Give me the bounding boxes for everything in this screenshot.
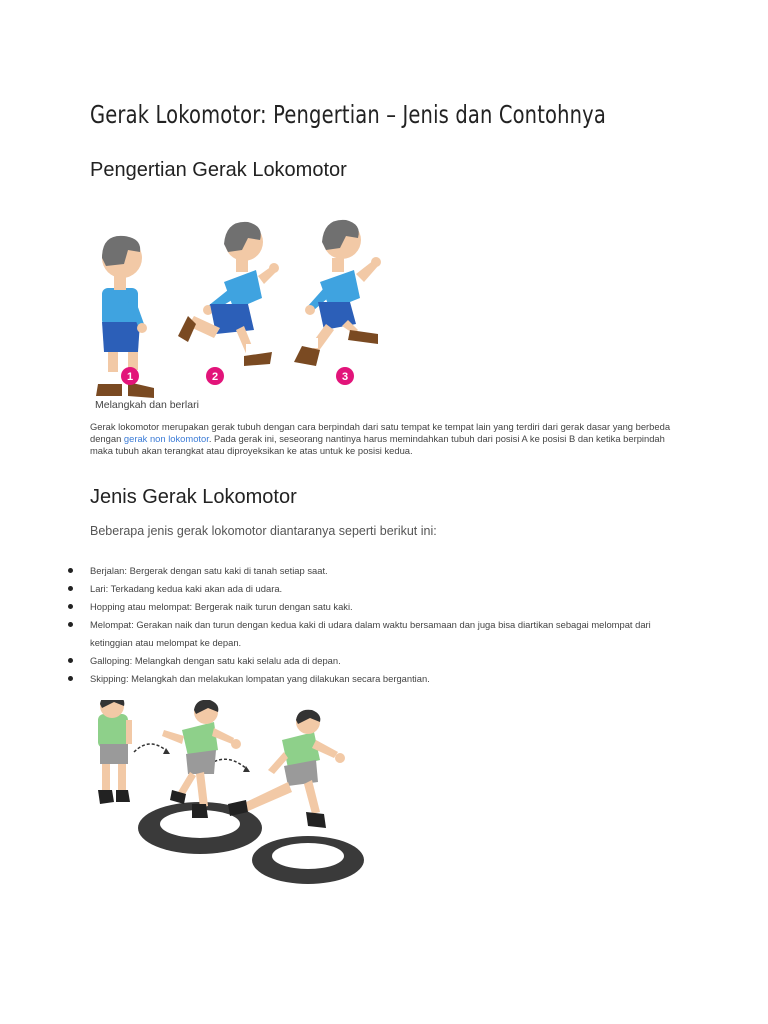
page-title: Gerak Lokomotor: Pengertian – Jenis dan Contohnya	[90, 100, 606, 129]
list-item: Melompat: Gerakan naik dan turun dengan kedua kaki di udara dalam waktu bersamaan dan juga bisa diartikan sebagai melompat dari ketinggian atau melompat ke depan.	[68, 616, 688, 652]
gerak-non-lokomotor-link[interactable]: gerak non lokomotor	[123, 433, 209, 444]
jump-arrow-1	[134, 744, 168, 752]
list-item: Skipping: Melangkah dan melakukan lompatan yang dilakukan secara bergantian.	[68, 670, 688, 688]
bullet-icon	[68, 658, 73, 663]
paragraph-text-end: . Pada gerak ini, seseorang nantinya harus memindahkan tubuh dari posisi A ke posisi B dan ketika berpindah maka tubuh akan terangkat atau diproyeksikan ke atas untuk ke posisi kedua.	[90, 433, 665, 456]
paragraph-text-start: Gerak lokomotor merupakan gerak tubuh dengan cara berpindah dari satu tempat ke tempat lain yang terdiri dari gerak dasar yang berbeda dengan	[90, 421, 671, 444]
step-number-3: 3	[341, 371, 349, 383]
list-item: Hopping atau melompat: Bergerak naik turun dengan satu kaki.	[68, 598, 688, 616]
step-badge-3	[336, 367, 354, 385]
boy-running-figure	[294, 220, 381, 366]
bullet-icon	[68, 568, 73, 573]
step-number-1: 1	[126, 371, 134, 383]
bullet-icon	[68, 586, 73, 591]
section-heading-pengertian: Pengertian Gerak Lokomotor	[90, 159, 347, 181]
bullet-icon	[68, 622, 73, 627]
list-item: Galloping: Melangkah dengan satu kaki selalu ada di depan.	[68, 652, 688, 670]
definition-paragraph	[90, 421, 680, 457]
bullet-icon	[68, 676, 73, 681]
list-item: Lari: Terkadang kedua kaki akan ada di udara.	[68, 580, 688, 598]
locomotor-types-list	[68, 562, 688, 688]
list-intro: Beberapa jenis gerak lokomotor diantaranya seperti berikut ini:	[90, 524, 437, 538]
list-item: Berjalan: Bergerak dengan satu kaki di tanah setiap saat.	[68, 562, 688, 580]
jump-arrow-2	[210, 759, 248, 770]
jumping-tires-illustration	[88, 700, 368, 888]
boy-striding-figure	[178, 222, 279, 366]
boy-standing-figure	[98, 700, 132, 804]
boy-jumping-figure	[162, 700, 241, 818]
section-heading-jenis: Jenis Gerak Lokomotor	[90, 486, 297, 508]
walking-running-illustration	[88, 206, 388, 416]
step-number-2: 2	[211, 371, 219, 383]
tire-2	[252, 836, 364, 884]
step-badge-2	[206, 367, 224, 385]
figure-caption: Melangkah dan berlari	[95, 399, 199, 411]
step-badge-1	[121, 367, 139, 385]
bullet-icon	[68, 604, 73, 609]
